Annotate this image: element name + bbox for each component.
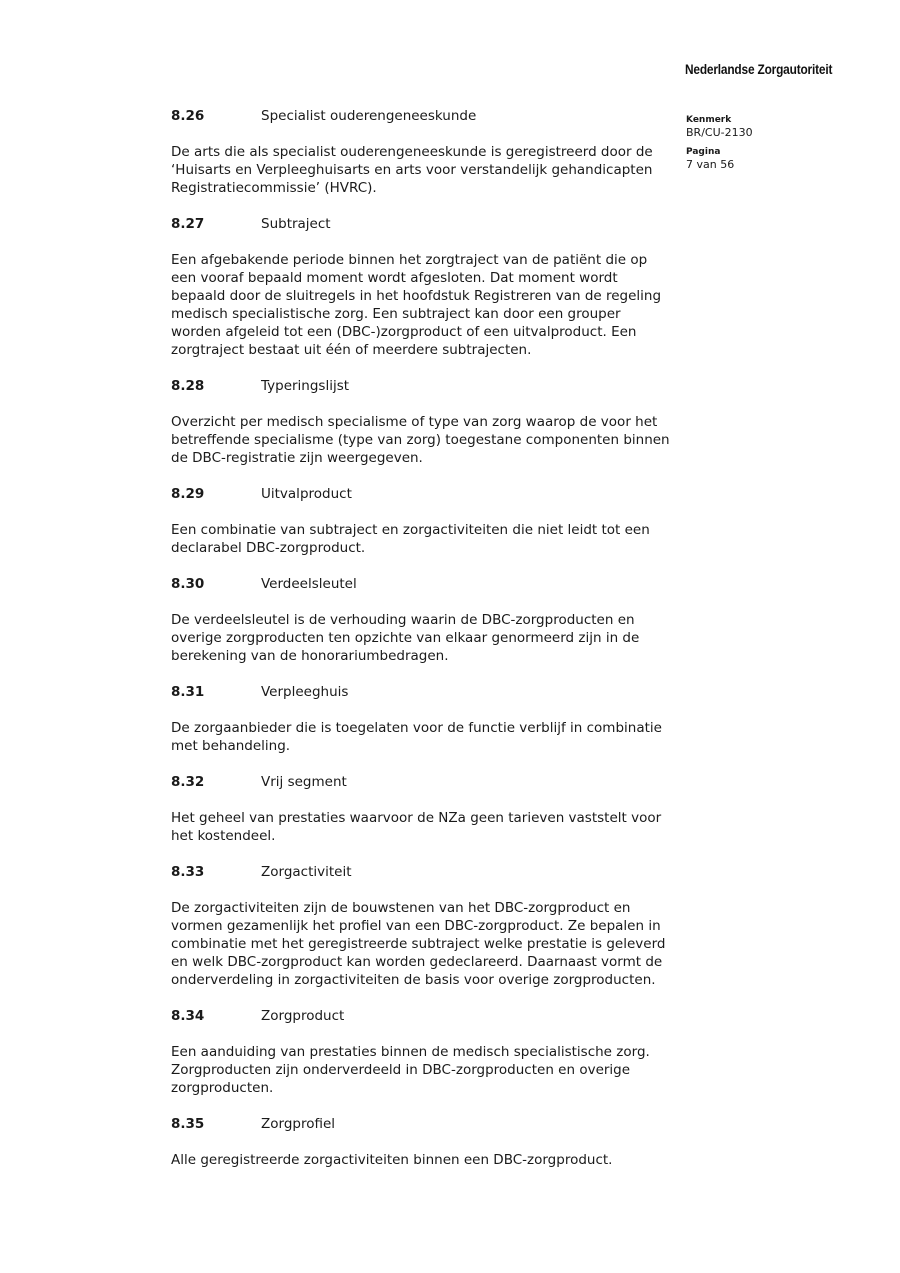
document-meta [686,115,753,179]
organization-name: Nederlandse Zorgautoriteit [685,62,833,77]
section-number: 8.32 [171,774,205,790]
kenmerk-value: BR/CU-2130 [686,126,753,139]
section-text: Een afgebakende periode binnen het zorgtraject van de patiënt die op een vooraf bepaald moment wordt afgesloten. Dat moment wordt bepaald door de sluitregels in het hoofdstuk Registreren van de regeling medisch specialistische zorg. Een subtraject kan door een grouper worden afgeleid tot een (DBC-)zorgproduct of een uitvalproduct. Een zorgtraject bestaat uit één of meerdere subtrajecten. [171,252,662,358]
section-title: Zorgactiviteit [261,864,352,880]
section-title: Zorgprofiel [261,1116,336,1132]
section-title: Typeringslijst [261,378,350,394]
section-8-33 [171,863,681,989]
section-8-28 [171,377,681,467]
section-8-30 [171,575,681,665]
section-heading [171,107,681,125]
section-text: Een aanduiding van prestaties binnen de medisch specialistische zorg. Zorgproducten zijn onderverdeeld in DBC-zorgproducten en overige zorgproducten. [171,1044,650,1096]
section-number: 8.26 [171,108,205,124]
section-title: Zorgproduct [261,1008,345,1024]
section-heading [171,773,681,791]
section-heading [171,683,681,701]
section-text: Een combinatie van subtraject en zorgactiviteiten die niet leidt tot een declarabel DBC-zorgproduct. [171,522,650,556]
section-heading [171,1115,681,1133]
kenmerk-label: Kenmerk [686,115,732,125]
section-number: 8.29 [171,486,205,502]
section-8-31 [171,683,681,755]
section-8-27 [171,215,681,359]
section-8-26 [171,107,681,197]
section-title: Verpleeghuis [261,684,349,700]
pagina-label: Pagina [686,147,721,157]
section-8-34 [171,1007,681,1097]
section-number: 8.31 [171,684,205,700]
section-text: De zorgaanbieder die is toegelaten voor de functie verblijf in combinatie met behandeling. [171,720,662,754]
section-title: Specialist ouderengeneeskunde [261,108,477,124]
section-heading [171,575,681,593]
section-8-29 [171,485,681,557]
section-number: 8.28 [171,378,205,394]
section-text: De verdeelsleutel is de verhouding waarin de DBC-zorgproducten en overige zorgproducten ten opzichte van elkaar genormeerd zijn in de berekening van de honorariumbedragen. [171,612,640,664]
section-title: Vrij segment [261,774,347,790]
section-number: 8.27 [171,216,205,232]
section-8-32 [171,773,681,845]
section-text: De arts die als specialist ouderengeneeskunde is geregistreerd door de ‘Huisarts en Verpleeghuisarts en arts voor verstandelijk gehandicapten Registratiecommissie’ (HVRC). [171,144,653,196]
section-number: 8.34 [171,1008,205,1024]
section-heading [171,215,681,233]
section-title: Verdeelsleutel [261,576,357,592]
section-8-35 [171,1115,681,1169]
section-heading [171,863,681,881]
pagina-value: 7 van 56 [686,158,735,171]
section-heading [171,485,681,503]
section-title: Uitvalproduct [261,486,352,502]
section-text: Overzicht per medisch specialisme of type van zorg waarop de voor het betreffende specialisme (type van zorg) toegestane componenten binnen de DBC-registratie zijn weergegeven. [171,414,670,466]
section-title: Subtraject [261,216,331,232]
section-text: De zorgactiviteiten zijn de bouwstenen van het DBC-zorgproduct en vormen gezamenlijk het profiel van een DBC-zorgproduct. Ze bepalen in combinatie met het geregistreerde subtraject welke prestatie is geleverd en welk DBC-zorgproduct kan worden gedeclareerd. Daarnaast vormt de onderverdeling in zorgactiviteiten de basis voor overige zorgproducten. [171,900,666,988]
document-body [171,107,681,1187]
section-number: 8.30 [171,576,205,592]
section-heading [171,377,681,395]
section-number: 8.33 [171,864,205,880]
section-text: Het geheel van prestaties waarvoor de NZa geen tarieven vaststelt voor het kostendeel. [171,810,662,844]
section-number: 8.35 [171,1116,205,1132]
section-heading [171,1007,681,1025]
section-text: Alle geregistreerde zorgactiviteiten binnen een DBC-zorgproduct. [171,1152,613,1168]
